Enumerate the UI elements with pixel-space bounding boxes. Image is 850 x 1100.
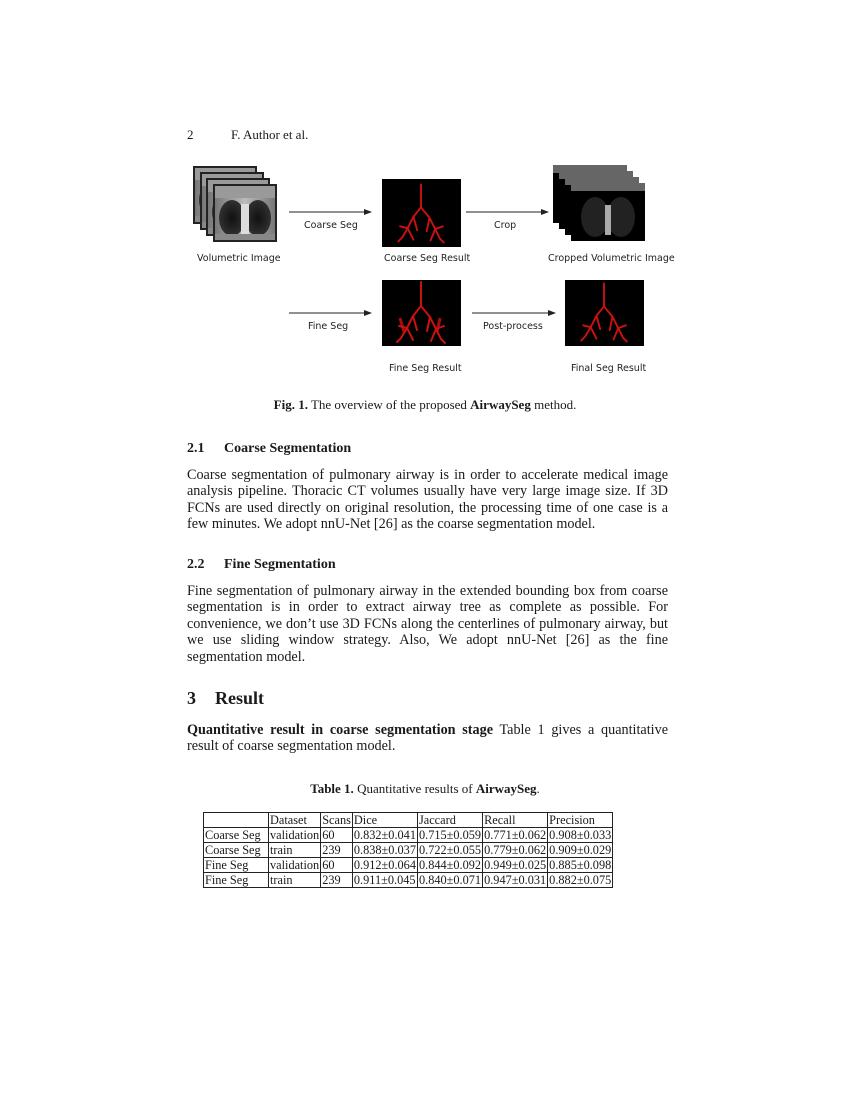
label-post-process: Post-process: [483, 321, 543, 332]
volumetric-image-stack: [193, 166, 277, 242]
section-3-number: 3: [187, 688, 196, 708]
table-caption: [0, 781, 850, 797]
label-fine-seg-result: Fine Seg Result: [389, 363, 462, 374]
running-title: F. Author et al.: [231, 127, 309, 142]
table-header-cell: [204, 813, 269, 828]
table-header-row: [204, 813, 613, 828]
table-caption-label: Table 1.: [310, 781, 354, 796]
table-row: [204, 873, 613, 888]
table-cell: 0.911±0.045: [353, 873, 416, 887]
label-volumetric-image: Volumetric Image: [197, 253, 281, 264]
table-row: [204, 828, 613, 843]
section-2-1-title: Coarse Segmentation: [224, 441, 352, 456]
figure-caption-post: method.: [530, 397, 577, 412]
section-2-1-heading: [187, 441, 351, 457]
table-cell: Coarse Seg: [204, 828, 269, 843]
section-2-2-heading: [187, 557, 336, 573]
table-cell: 0.912±0.064: [353, 858, 416, 872]
table-header-cell: Jaccard: [417, 813, 482, 828]
table-cell: train: [269, 843, 321, 858]
label-cropped-volumetric-image: Cropped Volumetric Image: [548, 253, 675, 264]
section-3-heading: [187, 688, 264, 709]
table-row: [204, 843, 613, 858]
table-cell: Fine Seg: [204, 858, 269, 873]
table-cell: 0.832±0.041: [353, 828, 416, 842]
final-seg-result-image: [565, 280, 644, 346]
label-crop: Crop: [494, 220, 517, 231]
table-cell: 0.715±0.059: [418, 828, 482, 842]
table-cell: 0.722±0.055: [418, 843, 482, 857]
table-cell: 239: [321, 843, 353, 858]
section-2-2-title: Fine Segmentation: [224, 557, 336, 572]
table-caption-method: AirwaySeg: [475, 781, 537, 796]
table-header-cell: Dataset: [269, 813, 321, 828]
table-header-cell: Dice: [352, 813, 417, 828]
table-row: [204, 858, 613, 873]
section-3-title: Result: [215, 688, 264, 708]
table-cell: Fine Seg: [204, 873, 269, 888]
table-caption-pre: Quantitative results of: [353, 781, 476, 796]
table-header-cell: Precision: [548, 813, 613, 828]
figure-caption-method: AirwaySeg: [470, 397, 531, 412]
section-2-1-body: [187, 467, 668, 533]
table-header-cell: Scans: [322, 813, 351, 827]
label-coarse-seg-result: Coarse Seg Result: [384, 253, 471, 264]
table-cell: 60: [321, 828, 353, 843]
table-cell: validation: [270, 828, 320, 842]
section-3-run-in-title: Quantitative result in coarse segmentation stage: [187, 722, 494, 738]
table-cell: 60: [321, 858, 353, 873]
label-final-seg-result: Final Seg Result: [571, 363, 647, 374]
section-2-1-paragraph: Coarse segmentation of pulmonary airway is in order to accelerate medical image analysis pipeline. Thoracic CT volumes usually have very large image size. If 3D FCNs are used directly on original resolution, the processing time of one case is a few minutes. We adopt nnU-Net [26] as the coarse segmentation model.: [187, 467, 668, 533]
table-cell: 0.949±0.025: [484, 858, 547, 872]
table-cell: validation: [270, 858, 320, 872]
table-cell: 0.947±0.031: [484, 873, 547, 887]
table-cell: 0.882±0.075: [549, 873, 612, 887]
table-cell: 0.838±0.037: [353, 843, 416, 857]
label-coarse-seg: Coarse Seg: [304, 220, 358, 231]
section-2-1-number: 2.1: [187, 441, 205, 456]
figure-1: [0, 0, 850, 400]
table-cell: 0.779±0.062: [484, 843, 547, 857]
page-number: 2: [187, 127, 194, 142]
table-cell: Coarse Seg: [204, 843, 269, 858]
section-3-paragraph: Table 1 gives a quantitative result of coarse segmentation model.: [187, 722, 668, 755]
results-table: [203, 812, 613, 888]
coarse-seg-result-image: [382, 179, 461, 247]
table-cell: 0.844±0.092: [418, 858, 482, 872]
table-cell: 0.908±0.033: [549, 828, 612, 842]
pipeline-diagram: [0, 0, 850, 400]
cropped-volumetric-stack: [553, 165, 645, 241]
table-cell: 239: [321, 873, 353, 888]
section-2-2-number: 2.2: [187, 557, 205, 572]
table-cell: 0.909±0.029: [549, 843, 612, 857]
table-header-cell: Recall: [483, 813, 548, 828]
section-3-body: [187, 722, 668, 755]
table-cell: train: [269, 873, 321, 888]
figure-caption: [0, 397, 850, 413]
figure-caption-label: Fig. 1.: [273, 397, 308, 412]
table-cell: 0.885±0.098: [549, 858, 612, 872]
fine-seg-result-image: [382, 280, 461, 346]
table-cell: 0.840±0.071: [418, 873, 482, 887]
table-cell: 0.771±0.062: [484, 828, 547, 842]
figure-caption-pre: The overview of the proposed: [307, 397, 471, 412]
table-caption-post: .: [536, 781, 540, 796]
section-2-2-body: [187, 583, 668, 665]
section-2-2-paragraph: Fine segmentation of pulmonary airway in the extended bounding box from coarse segmentation is in order to extract airway tree as complete as possible. For convenience, we don’t use 3D FCNs along the centerlines of pulmonary airway, but we use sliding window strategy. Also, We adopt nnU-Net [26] as the fine segmentation model.: [187, 583, 668, 665]
label-fine-seg: Fine Seg: [308, 321, 349, 332]
